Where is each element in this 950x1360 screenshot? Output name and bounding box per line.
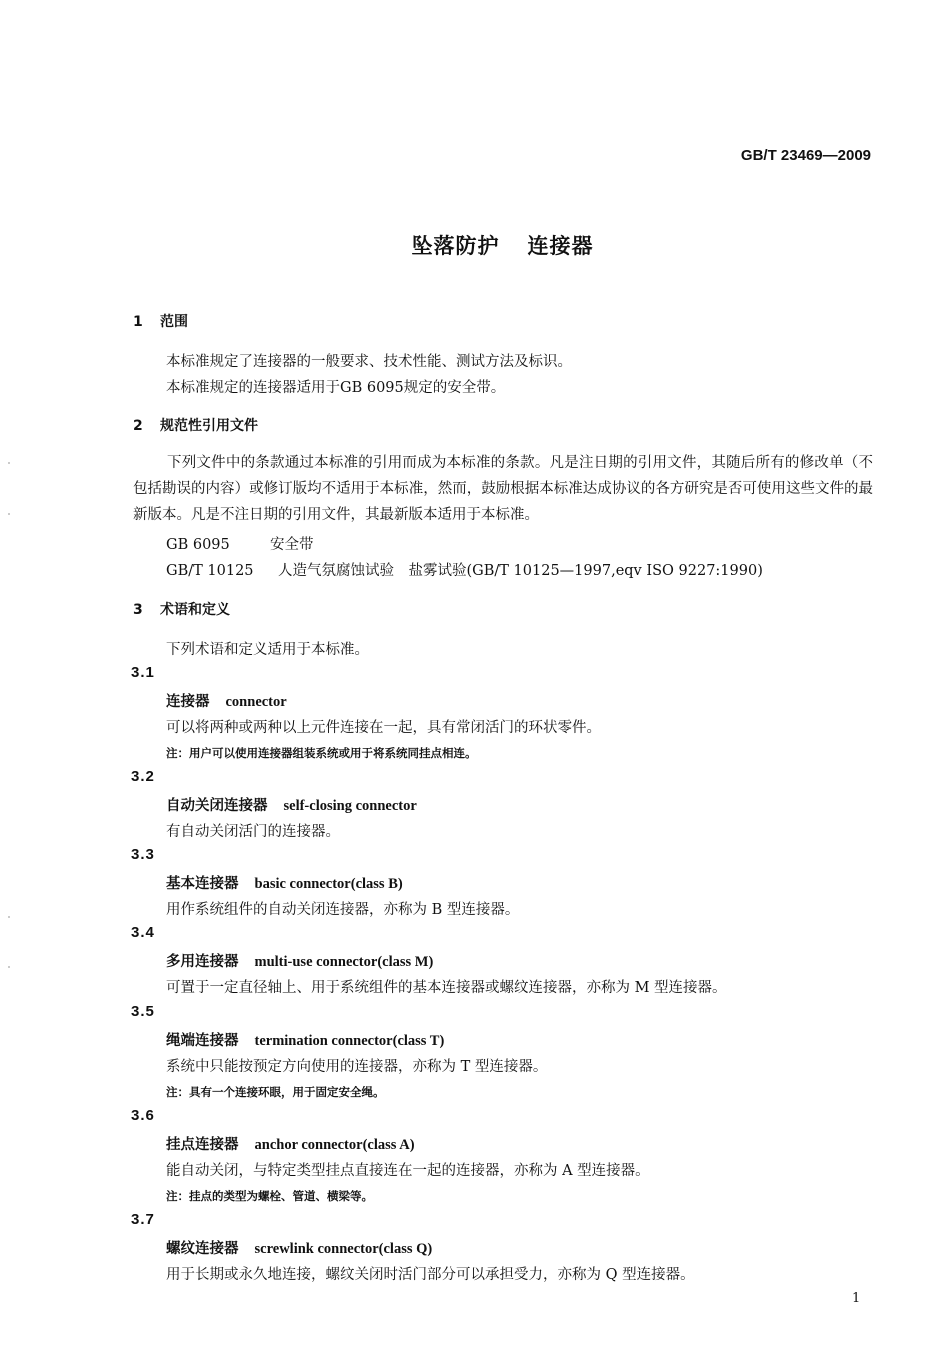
references-paragraph: 下列文件中的条款通过本标准的引用而成为本标准的条款。凡是注日期的引用文件，其随后所有的修改单（不包括勘误的内容）或修订版均不适用于本标准，然而，鼓励根据本标准达成协议的各方研究是否可使用这些文件的最新版本。凡是不注日期的引用文件，其最新版本适用于本标准。 — [133, 455, 873, 523]
term-note: 注：挂点的类型为螺栓、管道、横梁等。 — [166, 1189, 373, 1203]
scan-speck — [8, 916, 10, 918]
title-part1: 坠落防护 — [411, 234, 500, 258]
term-note: 注：具有一个连接环眼，用于固定安全绳。 — [166, 1085, 385, 1099]
term-number: 3.7 — [131, 1211, 155, 1228]
section-heading-3: 3 术语和定义 — [133, 602, 230, 618]
term-definition: 可置于一定直径轴上、用于系统组件的基本连接器或螺纹连接器，亦称为 M 型连接器。 — [166, 980, 727, 996]
scan-speck — [8, 966, 10, 968]
term-number: 3.4 — [131, 924, 155, 941]
title-part2: 连接器 — [527, 234, 594, 258]
term-number: 3.2 — [131, 768, 155, 785]
term-definition: 能自动关闭，与特定类型挂点直接连在一起的连接器，亦称为 A 型连接器。 — [166, 1163, 650, 1179]
term-definition: 用作系统组件的自动关闭连接器，亦称为 B 型连接器。 — [166, 902, 520, 918]
terms-intro: 下列术语和定义适用于本标准。 — [166, 642, 369, 658]
term-name: 挂点连接器 anchor connector(class A) — [166, 1137, 415, 1153]
reference-item: GB 6095 安全带 — [166, 537, 314, 553]
term-number: 3.6 — [131, 1107, 155, 1124]
term-number: 3.1 — [131, 664, 155, 681]
term-definition: 系统中只能按预定方向使用的连接器，亦称为 T 型连接器。 — [166, 1059, 548, 1075]
section-heading-2: 2 规范性引用文件 — [133, 418, 258, 434]
section-heading-1: 1 范围 — [133, 314, 188, 330]
term-note: 注：用户可以使用连接器组装系统或用于将系统同挂点相连。 — [166, 746, 477, 760]
term-definition: 用于长期或永久地连接，螺纹关闭时活门部分可以承担受力，亦称为 Q 型连接器。 — [166, 1267, 695, 1283]
reference-item: GB/T 10125 人造气氛腐蚀试验 盐雾试验(GB/T 10125—1997,eqv ISO 9227:1990) — [166, 563, 763, 579]
term-definition: 有自动关闭活门的连接器。 — [166, 824, 340, 840]
term-definition: 可以将两种或两种以上元件连接在一起，具有常闭活门的环状零件。 — [166, 720, 601, 736]
term-name: 螺纹连接器 screwlink connector(class Q) — [166, 1241, 433, 1257]
scope-paragraph-2: 本标准规定的连接器适用于GB 6095规定的安全带。 — [166, 380, 506, 396]
page-title — [0, 230, 950, 260]
term-number: 3.5 — [131, 1003, 155, 1020]
page-number: 1 — [852, 1291, 861, 1306]
scan-speck — [8, 513, 10, 515]
term-name: 自动关闭连接器 self-closing connector — [166, 798, 417, 814]
scope-paragraph-1: 本标准规定了连接器的一般要求、技术性能、测试方法及标识。 — [166, 354, 572, 370]
term-name: 多用连接器 multi-use connector(class M) — [166, 954, 434, 970]
term-name: 基本连接器 basic connector(class B) — [166, 876, 403, 892]
standard-code: GB/T 23469—2009 — [740, 147, 871, 164]
term-number: 3.3 — [131, 846, 155, 863]
term-name: 绳端连接器 termination connector(class T) — [166, 1033, 445, 1049]
term-name: 连接器 connector — [166, 694, 287, 710]
scan-speck — [8, 462, 10, 464]
